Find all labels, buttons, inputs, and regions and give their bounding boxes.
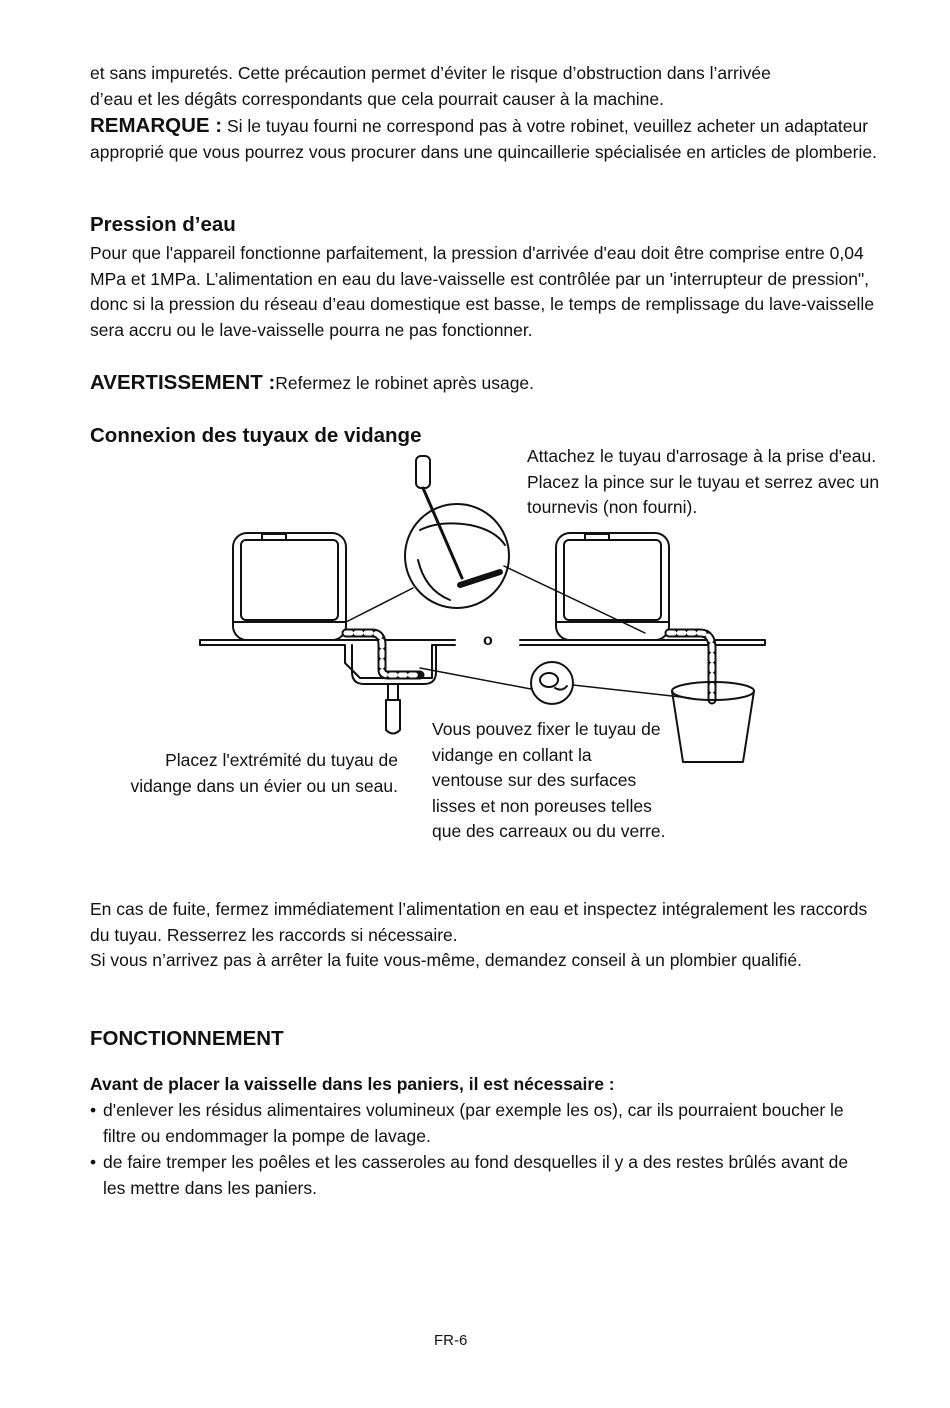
dishwasher-left-icon: [233, 533, 346, 640]
caption-sink: Placez l'extrémité du tuyau de vidange dans un évier ou un seau.: [130, 750, 398, 796]
drain-heading: Connexion des tuyaux de vidange: [90, 424, 422, 447]
bullet-icon: •: [90, 1100, 97, 1120]
remark-text: Si le tuyau fourni ne correspond pas à votre robinet, veuillez acheter un adaptateur approprié que vous pourrez vous procurer dans une quincaillerie spécialisée en articles de plomberie.: [90, 116, 877, 162]
warning-text: Refermez le robinet après usage.: [275, 373, 535, 393]
list-item: [90, 1150, 860, 1201]
caption-screwdriver: Attachez le tuyau d'arrosage à la prise d'eau. Placez la pince sur le tuyau et serrez avec un tournevis (non fourni).: [527, 446, 880, 517]
leak-text-2: Si vous n’arrivez pas à arrêter la fuite vous-même, demandez conseil à un plombier qualifié.: [90, 950, 803, 970]
dishwasher-right-icon: [556, 533, 669, 640]
or-label: o: [483, 632, 493, 649]
screwdriver-detail-icon: [405, 456, 509, 608]
suction-cup-icon: [531, 662, 573, 704]
list-item-text: de faire tremper les poêles et les casseroles au fond desquelles il y a des restes brûlés avant de les mettre dans les paniers.: [103, 1152, 849, 1198]
caption-suction: Vous pouvez fixer le tuyau de vidange en collant la ventouse sur des surfaces lisses et non poreuses telles que des carreaux ou du verre.: [432, 719, 666, 841]
bullet-icon: •: [90, 1152, 97, 1172]
list-item: [90, 1098, 860, 1149]
operation-lead: Avant de placer la vaisselle dans les paniers, il est nécessaire :: [90, 1074, 615, 1094]
operation-list: [90, 1098, 860, 1201]
intro-line-1: et sans impuretés. Cette précaution permet d’éviter le risque d’obstruction dans l’arrivée: [90, 63, 771, 83]
page-number: FR-6: [434, 1332, 468, 1349]
list-item-text: d'enlever les résidus alimentaires volumineux (par exemple les os), car ils pourraient boucher le filtre ou endommager la pompe de lavage.: [103, 1100, 844, 1146]
operation-heading: FONCTIONNEMENT: [90, 1027, 284, 1050]
pressure-heading: Pression d’eau: [90, 213, 236, 236]
intro-line-2: d’eau et les dégâts correspondants que cela pourrait causer à la machine.: [90, 89, 664, 109]
warning-label: AVERTISSEMENT :: [90, 371, 276, 394]
leak-text-1: En cas de fuite, fermez immédiatement l’alimentation en eau et inspectez intégralement les raccords du tuyau. Resserrez les raccords si nécessaire.: [90, 899, 868, 945]
pressure-text: Pour que l'appareil fonctionne parfaitement, la pression d'arrivée d'eau doit être comprise entre 0,04 MPa et 1MPa. L’alimentation en eau du lave-vaisselle est contrôlée par un 'interrupteur de pression", donc si la pression du réseau d’eau domestique est basse, le temps de remplissage du lave-vaisselle sera accru ou le lave-vaisselle pourra ne pas fonctionner.: [90, 243, 875, 340]
remark-label: REMARQUE :: [90, 114, 223, 137]
